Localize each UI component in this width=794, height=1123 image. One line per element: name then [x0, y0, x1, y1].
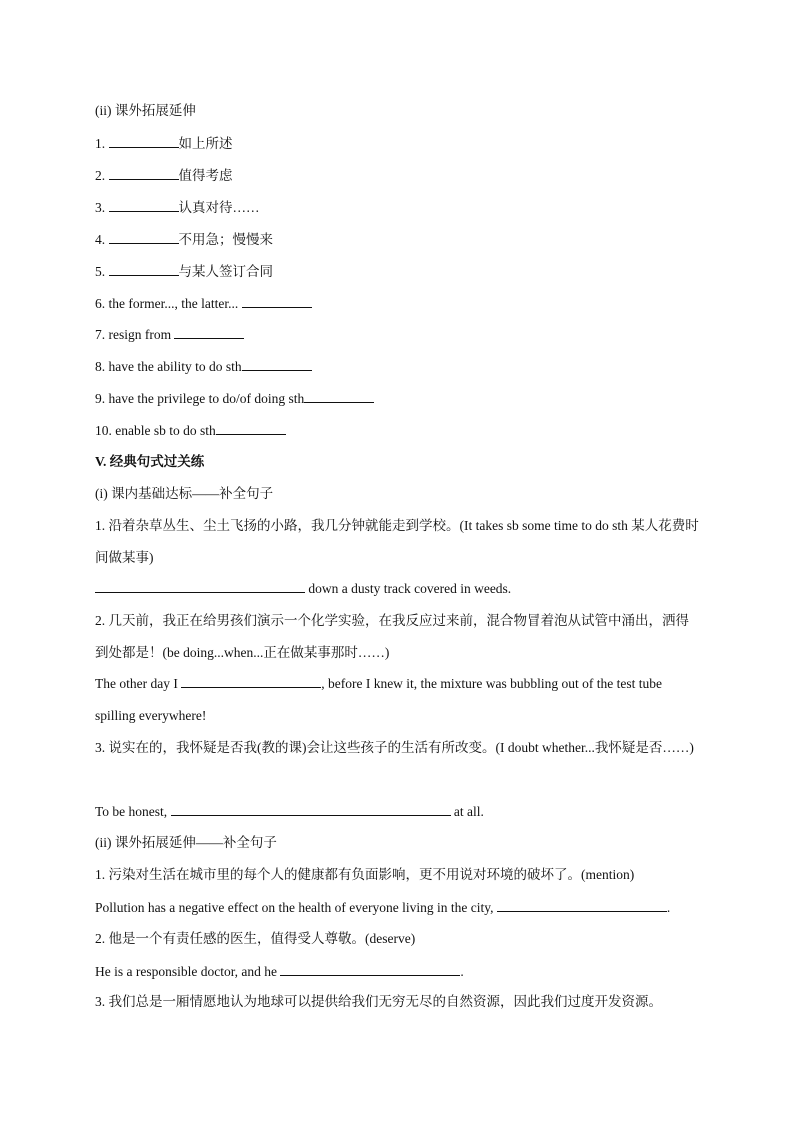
- phrase-item: 7. resign from: [95, 324, 699, 345]
- answer-blank[interactable]: [280, 961, 460, 976]
- answer-blank[interactable]: [304, 388, 374, 403]
- question-answer-line: To be honest, at all.: [95, 801, 699, 822]
- question-answer-line: The other day I , before I knew it, the mixture was bubbling out of the test tube spilling everywhere!: [95, 668, 699, 732]
- phrase-item: 9. have the privilege to do/of doing sth: [95, 388, 699, 409]
- question-answer-line: Pollution has a negative effect on the health of everyone living in the city, .: [95, 897, 699, 918]
- answer-blank[interactable]: [242, 293, 312, 308]
- answer-blank[interactable]: [109, 229, 179, 244]
- phrase-item: 8. have the ability to do sth: [95, 356, 699, 377]
- section-v-i-title: (i) 课内基础达标——补全句子: [95, 486, 274, 501]
- answer-blank[interactable]: [174, 324, 244, 339]
- phrase-item: 6. the former..., the latter...: [95, 293, 699, 314]
- question-prompt: 3. 说实在的，我怀疑是否我(教的课)会让这些孩子的生活有所改变。(I doubt whether...我怀疑是否……): [95, 740, 694, 755]
- answer-blank[interactable]: [242, 356, 312, 371]
- question-answer-line: He is a responsible doctor, and he .: [95, 961, 699, 982]
- answer-blank[interactable]: [497, 897, 667, 912]
- answer-blank[interactable]: [109, 165, 179, 180]
- section-v-title: V. 经典句式过关练: [95, 454, 205, 469]
- phrase-item: 5. 与某人签订合同: [95, 261, 699, 282]
- question-prompt: 1. 污染对生活在城市里的每个人的健康都有负面影响，更不用说对环境的破坏了。(mention): [95, 867, 635, 882]
- question-prompt: 2. 他是一个有责任感的医生，值得受人尊敬。(deserve): [95, 931, 416, 946]
- section-v-ii-title: (ii) 课外拓展延伸——补全句子: [95, 835, 277, 850]
- answer-blank[interactable]: [216, 420, 286, 435]
- question-prompt: 3. 我们总是一厢情愿地认为地球可以提供给我们无穷无尽的自然资源，因此我们过度开发资源。: [95, 994, 662, 1009]
- phrase-item: 2. 值得考虑: [95, 165, 699, 186]
- answer-blank[interactable]: [109, 261, 179, 276]
- section-ii-title: (ii) 课外拓展延伸: [95, 103, 196, 118]
- phrase-item: 10. enable sb to do sth: [95, 420, 699, 441]
- question-answer-line: down a dusty track covered in weeds.: [95, 578, 699, 599]
- question-prompt: 2. 几天前，我正在给男孩们演示一个化学实验，在我反应过来前，混合物冒着泡从试管中涌出，洒得到处都是！(be doing...when...正在做某事那时……): [95, 613, 689, 660]
- answer-blank[interactable]: [181, 673, 321, 688]
- answer-blank[interactable]: [95, 578, 305, 593]
- answer-blank[interactable]: [109, 197, 179, 212]
- phrase-item: 3. 认真对待……: [95, 197, 699, 218]
- phrase-item: 4. 不用急；慢慢来: [95, 229, 699, 250]
- question-prompt: 1. 沿着杂草丛生、尘土飞扬的小路，我几分钟就能走到学校。(It takes sb some time to do sth 某人花费时间做某事): [95, 518, 699, 565]
- answer-blank[interactable]: [171, 801, 451, 816]
- phrase-item: 1. 如上所述: [95, 133, 699, 154]
- answer-blank[interactable]: [109, 133, 179, 148]
